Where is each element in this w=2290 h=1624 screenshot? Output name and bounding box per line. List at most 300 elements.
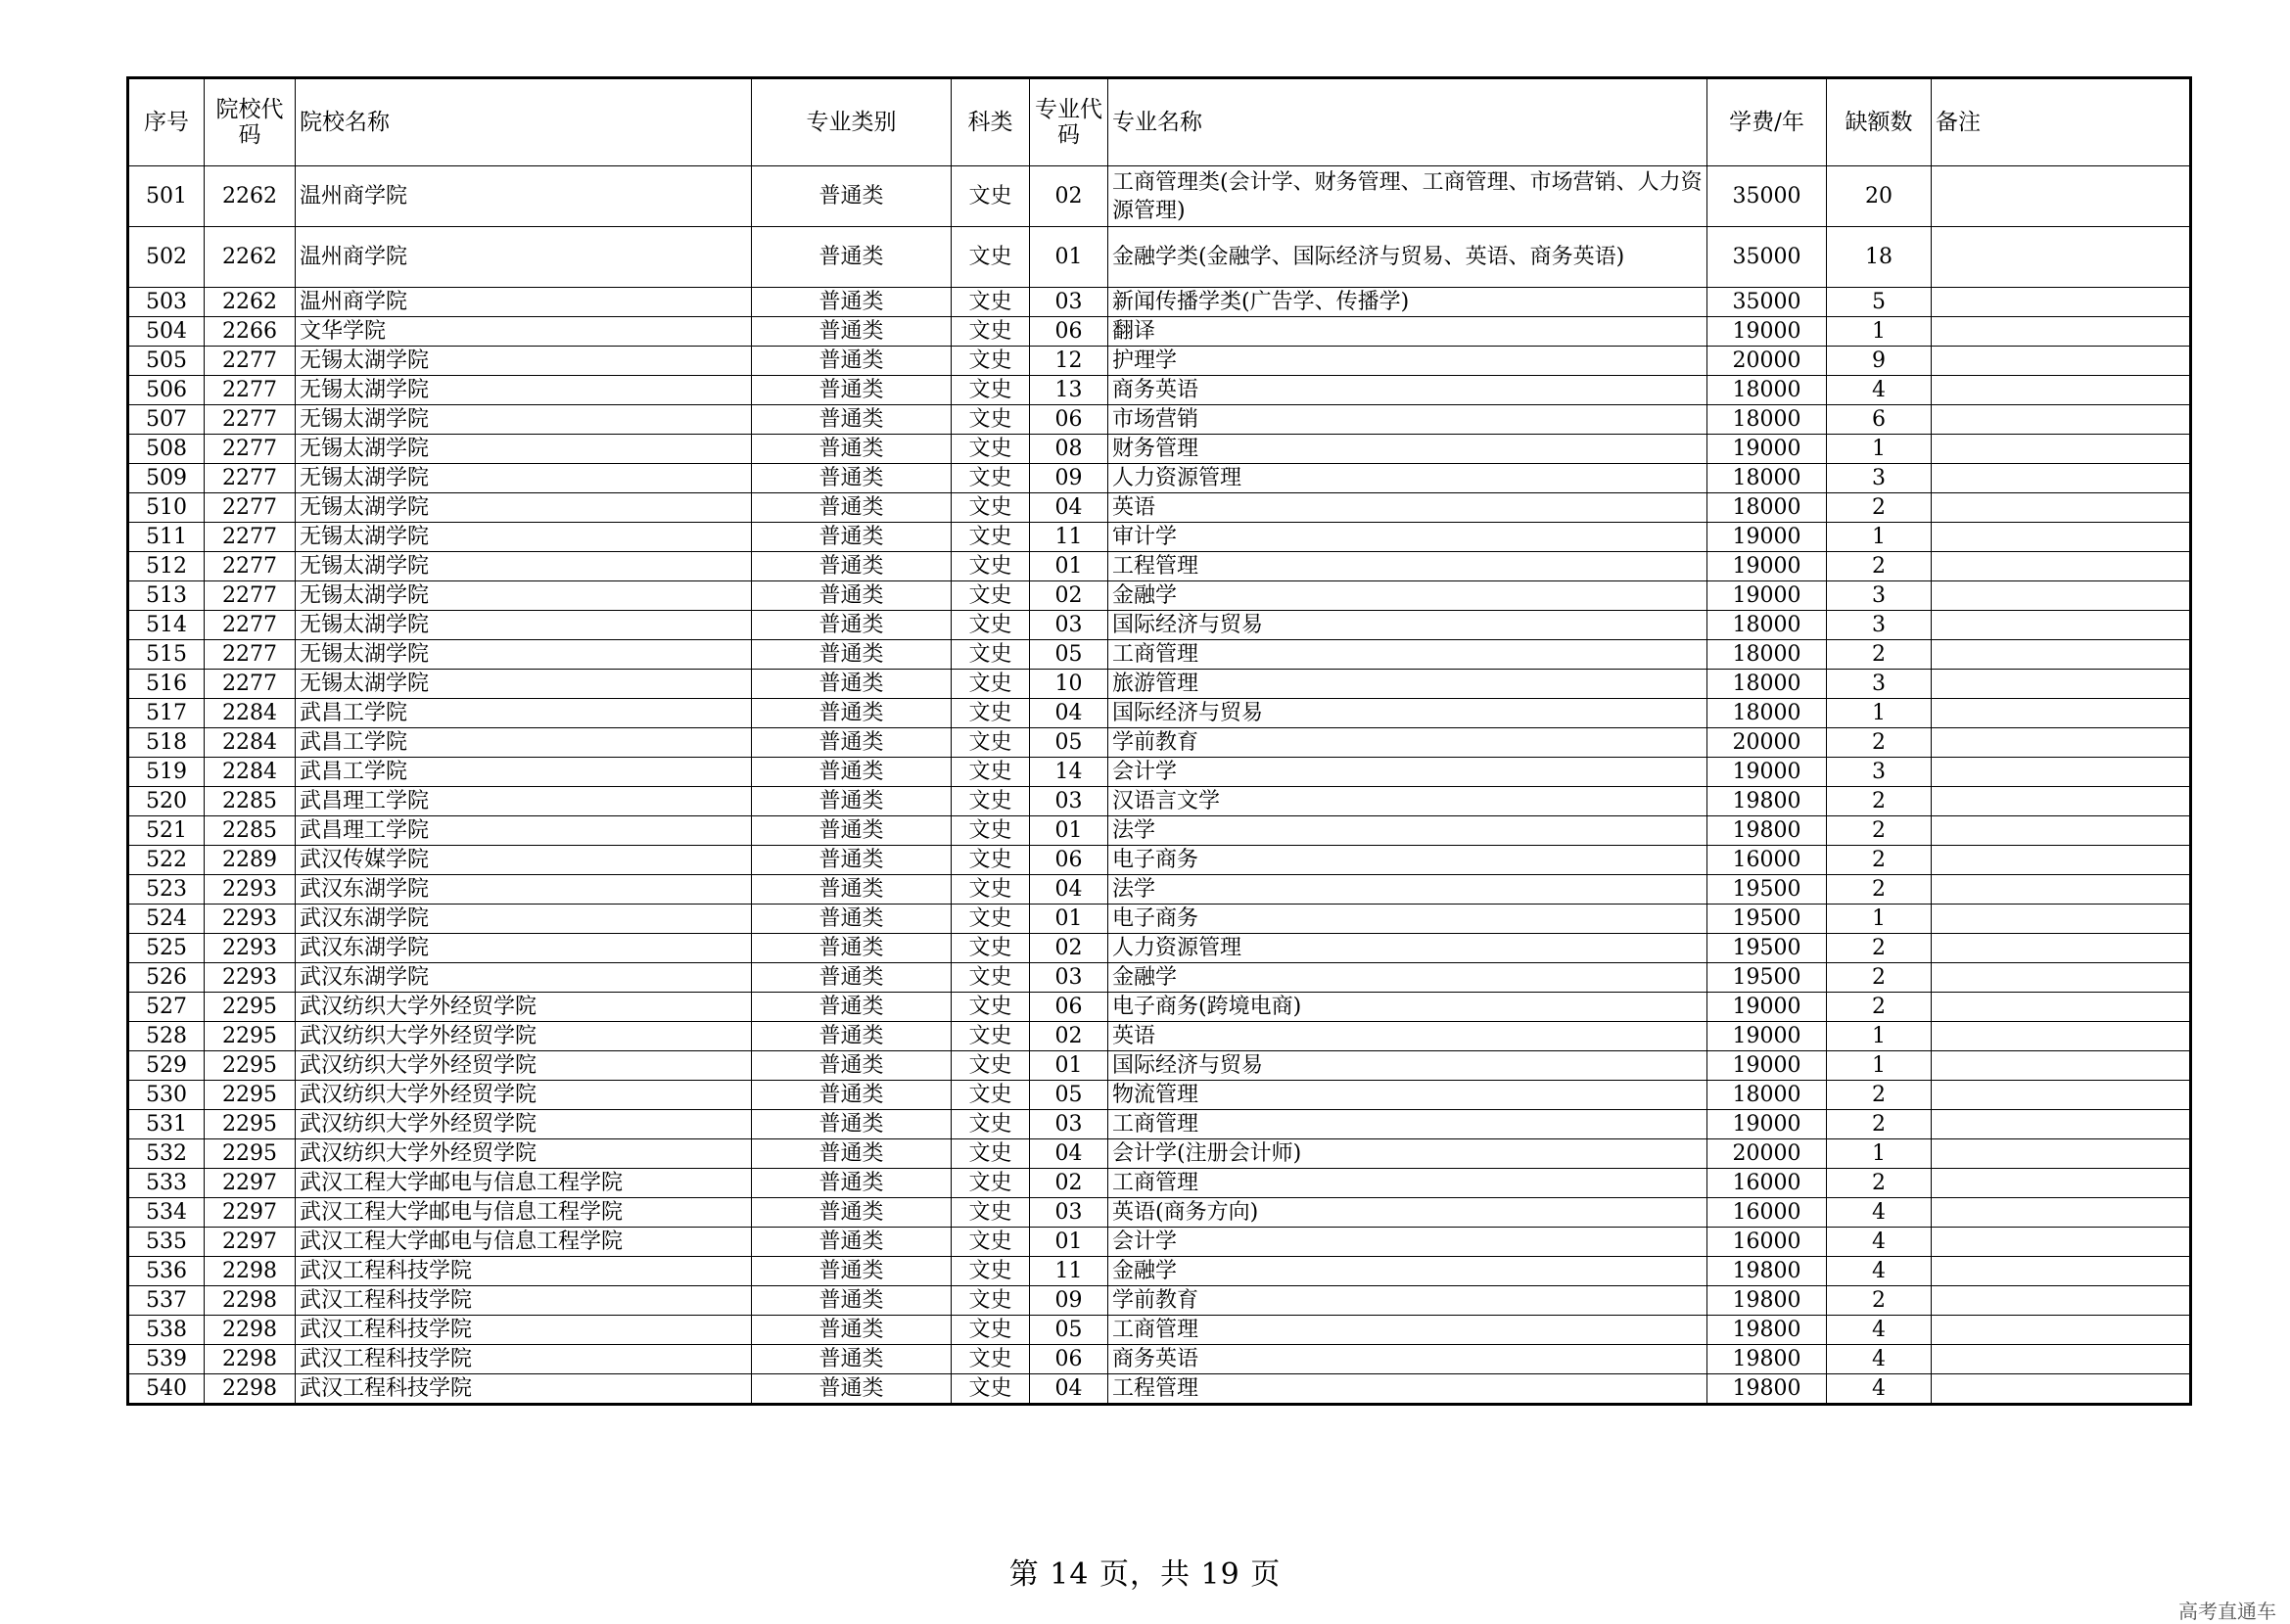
page-number: 第 14 页，共 19 页 — [1008, 1557, 1282, 1592]
cell-major-code: 03 — [1030, 1198, 1108, 1228]
cell-school-code: 2298 — [205, 1257, 296, 1286]
cell-index: 534 — [128, 1198, 205, 1228]
cell-index: 538 — [128, 1316, 205, 1345]
cell-school-name: 无锡太湖学院 — [296, 405, 752, 435]
cell-major-name: 法学 — [1108, 816, 1707, 846]
cell-index: 527 — [128, 993, 205, 1022]
cell-major-code: 01 — [1030, 227, 1108, 288]
cell-index: 529 — [128, 1051, 205, 1081]
cell-major-name: 电子商务(跨境电商) — [1108, 993, 1707, 1022]
cell-major-name: 国际经济与贸易 — [1108, 699, 1707, 728]
cell-index: 531 — [128, 1110, 205, 1139]
table-row — [128, 376, 2191, 405]
cell-index: 524 — [128, 905, 205, 934]
cell-major-category: 普通类 — [752, 1316, 952, 1345]
cell-major-name: 工程管理 — [1108, 552, 1707, 581]
cell-vacancies: 1 — [1827, 1022, 1932, 1051]
cell-school-code: 2262 — [205, 227, 296, 288]
cell-index: 510 — [128, 493, 205, 523]
cell-tuition: 18000 — [1707, 670, 1827, 699]
cell-major-name: 工商管理 — [1108, 640, 1707, 670]
cell-subject-type: 文史 — [952, 166, 1030, 227]
cell-vacancies: 1 — [1827, 435, 1932, 464]
cell-school-name: 武昌理工学院 — [296, 816, 752, 846]
cell-tuition: 19000 — [1707, 993, 1827, 1022]
cell-remarks — [1932, 1139, 2191, 1169]
cell-school-name: 武汉纺织大学外经贸学院 — [296, 1051, 752, 1081]
cell-vacancies: 4 — [1827, 1345, 1932, 1374]
cell-index: 528 — [128, 1022, 205, 1051]
cell-major-name: 审计学 — [1108, 523, 1707, 552]
cell-major-code: 05 — [1030, 1081, 1108, 1110]
cell-index: 508 — [128, 435, 205, 464]
cell-major-category: 普通类 — [752, 728, 952, 758]
cell-school-code: 2277 — [205, 464, 296, 493]
cell-vacancies: 4 — [1827, 1198, 1932, 1228]
cell-vacancies: 4 — [1827, 1316, 1932, 1345]
cell-vacancies: 2 — [1827, 552, 1932, 581]
header-major-name: 专业名称 — [1108, 78, 1707, 166]
cell-tuition: 16000 — [1707, 1198, 1827, 1228]
cell-major-code: 02 — [1030, 1169, 1108, 1198]
cell-remarks — [1932, 523, 2191, 552]
cell-tuition: 19500 — [1707, 934, 1827, 963]
table-row — [128, 787, 2191, 816]
cell-vacancies: 6 — [1827, 405, 1932, 435]
cell-school-code: 2277 — [205, 347, 296, 376]
table-row — [128, 166, 2191, 227]
cell-index: 533 — [128, 1169, 205, 1198]
cell-subject-type: 文史 — [952, 288, 1030, 317]
cell-major-category: 普通类 — [752, 758, 952, 787]
cell-school-name: 武汉工程大学邮电与信息工程学院 — [296, 1228, 752, 1257]
cell-tuition: 18000 — [1707, 464, 1827, 493]
header-subject-type: 科类 — [952, 78, 1030, 166]
cell-tuition: 16000 — [1707, 1228, 1827, 1257]
cell-school-code: 2266 — [205, 317, 296, 347]
cell-major-name: 英语 — [1108, 493, 1707, 523]
table-row — [128, 1022, 2191, 1051]
cell-vacancies: 2 — [1827, 846, 1932, 875]
table-row — [128, 581, 2191, 611]
cell-remarks — [1932, 1198, 2191, 1228]
cell-major-name: 会计学 — [1108, 1228, 1707, 1257]
cell-index: 515 — [128, 640, 205, 670]
cell-school-code: 2295 — [205, 1139, 296, 1169]
cell-major-name: 学前教育 — [1108, 1286, 1707, 1316]
cell-school-code: 2277 — [205, 640, 296, 670]
cell-index: 518 — [128, 728, 205, 758]
cell-major-code: 03 — [1030, 1110, 1108, 1139]
cell-remarks — [1932, 1228, 2191, 1257]
cell-vacancies: 4 — [1827, 1374, 1932, 1405]
cell-subject-type: 文史 — [952, 435, 1030, 464]
cell-major-code: 02 — [1030, 934, 1108, 963]
table-row — [128, 1110, 2191, 1139]
cell-major-code: 03 — [1030, 611, 1108, 640]
cell-major-name: 工商管理类(会计学、财务管理、工商管理、市场营销、人力资源管理) — [1108, 166, 1707, 227]
cell-major-category: 普通类 — [752, 846, 952, 875]
enrollment-gap-table — [126, 76, 2192, 1406]
cell-major-name: 国际经济与贸易 — [1108, 611, 1707, 640]
cell-major-name: 工商管理 — [1108, 1169, 1707, 1198]
cell-remarks — [1932, 993, 2191, 1022]
cell-remarks — [1932, 347, 2191, 376]
cell-major-name: 英语 — [1108, 1022, 1707, 1051]
cell-vacancies: 1 — [1827, 523, 1932, 552]
cell-major-name: 法学 — [1108, 875, 1707, 905]
table-row — [128, 963, 2191, 993]
cell-major-category: 普通类 — [752, 699, 952, 728]
table-row — [128, 288, 2191, 317]
cell-remarks — [1932, 166, 2191, 227]
cell-school-code: 2284 — [205, 758, 296, 787]
cell-major-category: 普通类 — [752, 464, 952, 493]
cell-subject-type: 文史 — [952, 846, 1030, 875]
table-row — [128, 347, 2191, 376]
cell-remarks — [1932, 317, 2191, 347]
cell-school-code: 2295 — [205, 1081, 296, 1110]
cell-index: 502 — [128, 227, 205, 288]
cell-remarks — [1932, 1374, 2191, 1405]
cell-vacancies: 2 — [1827, 816, 1932, 846]
cell-remarks — [1932, 227, 2191, 288]
cell-major-category: 普通类 — [752, 405, 952, 435]
table-row — [128, 1198, 2191, 1228]
cell-school-code: 2298 — [205, 1374, 296, 1405]
cell-major-category: 普通类 — [752, 581, 952, 611]
cell-vacancies: 4 — [1827, 1257, 1932, 1286]
cell-major-code: 02 — [1030, 166, 1108, 227]
header-remarks: 备注 — [1932, 78, 2191, 166]
cell-major-category: 普通类 — [752, 288, 952, 317]
cell-school-name: 武汉东湖学院 — [296, 934, 752, 963]
cell-school-name: 武汉工程科技学院 — [296, 1257, 752, 1286]
cell-tuition: 19000 — [1707, 1051, 1827, 1081]
cell-major-category: 普通类 — [752, 1257, 952, 1286]
cell-major-code: 01 — [1030, 552, 1108, 581]
cell-major-name: 商务英语 — [1108, 376, 1707, 405]
cell-school-code: 2277 — [205, 581, 296, 611]
table-row — [128, 905, 2191, 934]
cell-remarks — [1932, 288, 2191, 317]
cell-school-name: 武昌工学院 — [296, 699, 752, 728]
cell-vacancies: 2 — [1827, 1169, 1932, 1198]
cell-major-code: 09 — [1030, 464, 1108, 493]
cell-subject-type: 文史 — [952, 1228, 1030, 1257]
cell-remarks — [1932, 1345, 2191, 1374]
cell-school-name: 温州商学院 — [296, 288, 752, 317]
cell-major-category: 普通类 — [752, 611, 952, 640]
cell-tuition: 19800 — [1707, 787, 1827, 816]
cell-index: 512 — [128, 552, 205, 581]
cell-subject-type: 文史 — [952, 1051, 1030, 1081]
cell-major-category: 普通类 — [752, 1345, 952, 1374]
cell-index: 504 — [128, 317, 205, 347]
table-row — [128, 728, 2191, 758]
cell-subject-type: 文史 — [952, 1286, 1030, 1316]
cell-vacancies: 2 — [1827, 640, 1932, 670]
cell-major-category: 普通类 — [752, 963, 952, 993]
cell-remarks — [1932, 640, 2191, 670]
cell-subject-type: 文史 — [952, 405, 1030, 435]
cell-major-code: 08 — [1030, 435, 1108, 464]
table-row — [128, 699, 2191, 728]
cell-vacancies: 2 — [1827, 993, 1932, 1022]
table-row — [128, 846, 2191, 875]
cell-major-name: 工商管理 — [1108, 1110, 1707, 1139]
cell-tuition: 18000 — [1707, 405, 1827, 435]
cell-major-category: 普通类 — [752, 227, 952, 288]
table-row — [128, 1139, 2191, 1169]
cell-major-name: 翻译 — [1108, 317, 1707, 347]
cell-tuition: 18000 — [1707, 493, 1827, 523]
cell-school-code: 2262 — [205, 166, 296, 227]
cell-major-code: 04 — [1030, 875, 1108, 905]
cell-major-category: 普通类 — [752, 670, 952, 699]
cell-major-code: 03 — [1030, 787, 1108, 816]
cell-major-category: 普通类 — [752, 493, 952, 523]
cell-vacancies: 3 — [1827, 758, 1932, 787]
header-school-name: 院校名称 — [296, 78, 752, 166]
cell-subject-type: 文史 — [952, 787, 1030, 816]
cell-major-code: 01 — [1030, 905, 1108, 934]
cell-major-code: 05 — [1030, 640, 1108, 670]
cell-major-category: 普通类 — [752, 816, 952, 846]
cell-school-code: 2262 — [205, 288, 296, 317]
cell-major-code: 05 — [1030, 728, 1108, 758]
cell-tuition: 35000 — [1707, 288, 1827, 317]
cell-vacancies: 1 — [1827, 905, 1932, 934]
cell-major-code: 04 — [1030, 699, 1108, 728]
cell-school-code: 2298 — [205, 1345, 296, 1374]
cell-index: 513 — [128, 581, 205, 611]
header-tuition: 学费/年 — [1707, 78, 1827, 166]
cell-school-code: 2293 — [205, 934, 296, 963]
cell-school-name: 武汉东湖学院 — [296, 875, 752, 905]
cell-subject-type: 文史 — [952, 376, 1030, 405]
cell-tuition: 35000 — [1707, 227, 1827, 288]
cell-major-name: 会计学(注册会计师) — [1108, 1139, 1707, 1169]
cell-remarks — [1932, 493, 2191, 523]
cell-major-name: 商务英语 — [1108, 1345, 1707, 1374]
table-row — [128, 1051, 2191, 1081]
cell-subject-type: 文史 — [952, 227, 1030, 288]
cell-major-name: 金融学 — [1108, 1257, 1707, 1286]
cell-subject-type: 文史 — [952, 963, 1030, 993]
cell-school-code: 2298 — [205, 1316, 296, 1345]
cell-vacancies: 1 — [1827, 699, 1932, 728]
cell-major-category: 普通类 — [752, 787, 952, 816]
table-row — [128, 1081, 2191, 1110]
cell-school-name: 武汉纺织大学外经贸学院 — [296, 1081, 752, 1110]
cell-major-code: 06 — [1030, 405, 1108, 435]
cell-major-code: 04 — [1030, 493, 1108, 523]
cell-vacancies: 3 — [1827, 670, 1932, 699]
cell-tuition: 19000 — [1707, 523, 1827, 552]
cell-subject-type: 文史 — [952, 464, 1030, 493]
cell-remarks — [1932, 581, 2191, 611]
cell-tuition: 19800 — [1707, 1257, 1827, 1286]
cell-school-name: 无锡太湖学院 — [296, 464, 752, 493]
header-major-category: 专业类别 — [752, 78, 952, 166]
cell-tuition: 19000 — [1707, 317, 1827, 347]
cell-major-name: 护理学 — [1108, 347, 1707, 376]
cell-major-name: 财务管理 — [1108, 435, 1707, 464]
cell-tuition: 20000 — [1707, 347, 1827, 376]
cell-major-code: 12 — [1030, 347, 1108, 376]
table-row — [128, 1169, 2191, 1198]
cell-major-code: 06 — [1030, 317, 1108, 347]
cell-remarks — [1932, 728, 2191, 758]
table-row — [128, 934, 2191, 963]
cell-major-code: 10 — [1030, 670, 1108, 699]
cell-index: 535 — [128, 1228, 205, 1257]
cell-school-code: 2284 — [205, 728, 296, 758]
cell-tuition: 18000 — [1707, 640, 1827, 670]
cell-school-name: 无锡太湖学院 — [296, 493, 752, 523]
cell-major-code: 06 — [1030, 1345, 1108, 1374]
cell-vacancies: 2 — [1827, 728, 1932, 758]
cell-major-category: 普通类 — [752, 993, 952, 1022]
cell-major-code: 05 — [1030, 1316, 1108, 1345]
cell-major-code: 01 — [1030, 816, 1108, 846]
cell-school-code: 2295 — [205, 993, 296, 1022]
cell-major-category: 普通类 — [752, 875, 952, 905]
table-row — [128, 464, 2191, 493]
cell-major-name: 电子商务 — [1108, 846, 1707, 875]
cell-major-code: 04 — [1030, 1139, 1108, 1169]
table-body — [128, 166, 2191, 1405]
cell-index: 507 — [128, 405, 205, 435]
cell-tuition: 19800 — [1707, 1286, 1827, 1316]
cell-school-code: 2284 — [205, 699, 296, 728]
cell-major-category: 普通类 — [752, 166, 952, 227]
cell-school-code: 2277 — [205, 552, 296, 581]
cell-school-name: 文华学院 — [296, 317, 752, 347]
cell-vacancies: 3 — [1827, 611, 1932, 640]
cell-school-code: 2293 — [205, 963, 296, 993]
cell-major-code: 06 — [1030, 846, 1108, 875]
cell-remarks — [1932, 816, 2191, 846]
cell-remarks — [1932, 611, 2191, 640]
cell-index: 521 — [128, 816, 205, 846]
cell-subject-type: 文史 — [952, 905, 1030, 934]
cell-index: 517 — [128, 699, 205, 728]
cell-major-code: 13 — [1030, 376, 1108, 405]
cell-remarks — [1932, 1081, 2191, 1110]
cell-school-code: 2277 — [205, 405, 296, 435]
cell-index: 522 — [128, 846, 205, 875]
table-row — [128, 758, 2191, 787]
cell-major-category: 普通类 — [752, 1374, 952, 1405]
cell-major-code: 14 — [1030, 758, 1108, 787]
cell-school-name: 无锡太湖学院 — [296, 347, 752, 376]
cell-subject-type: 文史 — [952, 640, 1030, 670]
cell-major-category: 普通类 — [752, 317, 952, 347]
cell-vacancies: 1 — [1827, 1139, 1932, 1169]
cell-major-category: 普通类 — [752, 523, 952, 552]
cell-school-name: 无锡太湖学院 — [296, 376, 752, 405]
cell-tuition: 19000 — [1707, 435, 1827, 464]
cell-index: 537 — [128, 1286, 205, 1316]
cell-index: 501 — [128, 166, 205, 227]
table-header — [128, 78, 2191, 166]
cell-subject-type: 文史 — [952, 1257, 1030, 1286]
table-row — [128, 552, 2191, 581]
cell-subject-type: 文史 — [952, 875, 1030, 905]
table-row — [128, 670, 2191, 699]
cell-vacancies: 4 — [1827, 376, 1932, 405]
cell-vacancies: 2 — [1827, 875, 1932, 905]
table-row — [128, 1345, 2191, 1374]
cell-remarks — [1932, 405, 2191, 435]
cell-subject-type: 文史 — [952, 1022, 1030, 1051]
cell-subject-type: 文史 — [952, 1110, 1030, 1139]
cell-tuition: 16000 — [1707, 1169, 1827, 1198]
cell-school-name: 武昌理工学院 — [296, 787, 752, 816]
cell-major-category: 普通类 — [752, 640, 952, 670]
cell-index: 525 — [128, 934, 205, 963]
cell-tuition: 19000 — [1707, 1110, 1827, 1139]
cell-remarks — [1932, 435, 2191, 464]
watermark-text: 高考直通车 — [2178, 1600, 2276, 1623]
cell-remarks — [1932, 905, 2191, 934]
cell-remarks — [1932, 934, 2191, 963]
cell-major-name: 工程管理 — [1108, 1374, 1707, 1405]
cell-index: 503 — [128, 288, 205, 317]
cell-tuition: 35000 — [1707, 166, 1827, 227]
cell-school-name: 武汉工程科技学院 — [296, 1345, 752, 1374]
cell-major-name: 学前教育 — [1108, 728, 1707, 758]
cell-index: 509 — [128, 464, 205, 493]
cell-vacancies: 3 — [1827, 464, 1932, 493]
cell-tuition: 19000 — [1707, 758, 1827, 787]
cell-remarks — [1932, 1286, 2191, 1316]
cell-vacancies: 2 — [1827, 787, 1932, 816]
cell-major-category: 普通类 — [752, 905, 952, 934]
cell-subject-type: 文史 — [952, 347, 1030, 376]
cell-tuition: 19500 — [1707, 905, 1827, 934]
cell-major-name: 人力资源管理 — [1108, 464, 1707, 493]
cell-school-name: 武汉东湖学院 — [296, 963, 752, 993]
cell-tuition: 18000 — [1707, 1081, 1827, 1110]
cell-school-code: 2277 — [205, 493, 296, 523]
cell-school-name: 武昌工学院 — [296, 758, 752, 787]
cell-major-category: 普通类 — [752, 1110, 952, 1139]
cell-major-name: 物流管理 — [1108, 1081, 1707, 1110]
cell-subject-type: 文史 — [952, 552, 1030, 581]
cell-subject-type: 文史 — [952, 816, 1030, 846]
cell-vacancies: 4 — [1827, 1228, 1932, 1257]
header-vacancies: 缺额数 — [1827, 78, 1932, 166]
cell-tuition: 19500 — [1707, 875, 1827, 905]
cell-remarks — [1932, 1257, 2191, 1286]
cell-major-name: 市场营销 — [1108, 405, 1707, 435]
cell-remarks — [1932, 875, 2191, 905]
cell-school-code: 2297 — [205, 1169, 296, 1198]
cell-subject-type: 文史 — [952, 1316, 1030, 1345]
cell-subject-type: 文史 — [952, 670, 1030, 699]
table-row — [128, 1316, 2191, 1345]
cell-major-name: 金融学 — [1108, 581, 1707, 611]
cell-major-name: 新闻传播学类(广告学、传播学) — [1108, 288, 1707, 317]
cell-major-code: 03 — [1030, 963, 1108, 993]
cell-vacancies: 2 — [1827, 963, 1932, 993]
cell-index: 536 — [128, 1257, 205, 1286]
cell-school-name: 武汉纺织大学外经贸学院 — [296, 1139, 752, 1169]
cell-subject-type: 文史 — [952, 1198, 1030, 1228]
